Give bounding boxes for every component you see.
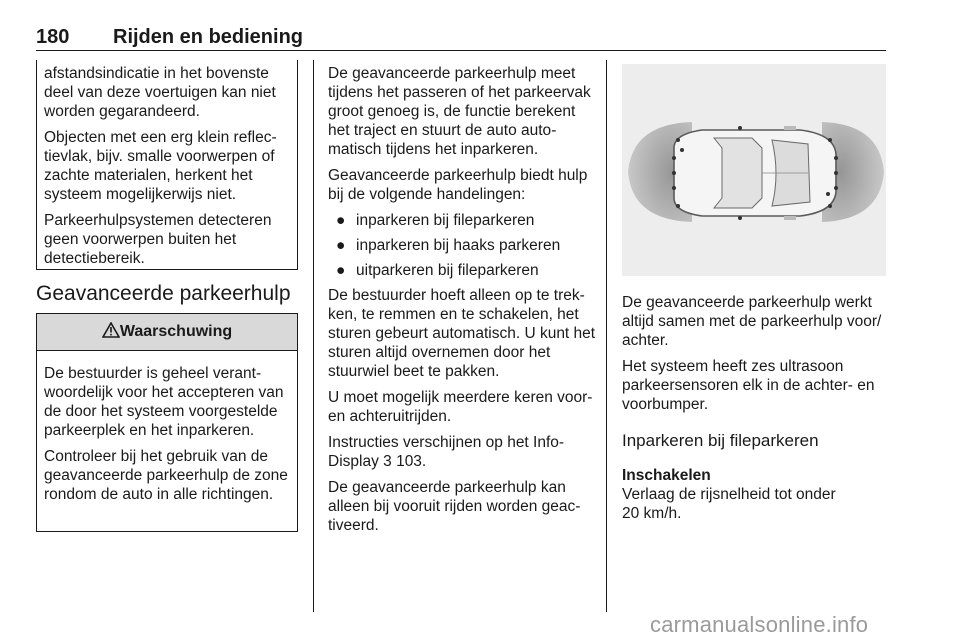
list-item: ● uitparkeren bij fileparkeren [336,262,539,279]
paragraph: Instructies verschijnen op het Info-Display 3 103. [328,434,565,470]
bullet-icon: ● [336,212,346,229]
paragraph: Objecten met een erg klein reflectievlak, bijv. smalle voorwerpen of zachte materialen, herkent het systeem mogelijkerwijs niet. [44,129,277,203]
bullet-icon: ● [336,262,346,279]
sub-heading: Inschakelen [622,467,711,484]
warning-header [37,314,297,351]
paragraph: De geavanceerde parkeerhulp kan alleen bij vooruit rijden worden geactiveerd. [328,479,581,534]
list-item: ● inparkeren bij fileparkeren [336,212,535,229]
column-divider [606,60,607,612]
paragraph: De geavanceerde parkeerhulp werkt altijd samen met de parkeerhulp voor/ achter. [622,294,882,349]
header-rule [36,50,886,51]
warning-title: Waarschuwing [119,323,233,340]
paragraph: Parkeerhulpsystemen detecteren geen voorwerpen buiten het detectiebereik. [44,212,272,267]
page-reference-link[interactable]: 3 103. [383,453,427,470]
paragraph: Het systeem heeft zes ultrasoon parkeersensoren elk in de achter- en voorbumper. [622,358,875,413]
subsection-title: Inparkeren bij fileparkeren [622,431,819,450]
warning-paragraph: Controleer bij het gebruik van de geavanceerde parkeerhulp de zone rondom de auto in alle richtingen. [44,448,288,503]
paragraph: Verlaag de rijsnelheid tot onder 20 km/h. [622,486,836,522]
column-2 [328,64,598,542]
continued-text-box [36,60,298,270]
warning-paragraph: De bestuurder is geheel verantwoordelijk voor het accepteren van de door het systeem voorgestelde parkeerplek en het inparkeren. [44,365,284,439]
page-header [36,26,886,50]
bullet-icon: ● [336,237,346,254]
paragraph: Geavanceerde parkeerhulp biedt hulp bij de volgende handelingen: [328,167,588,203]
column-divider [313,60,314,612]
paragraph: De bestuurder hoeft alleen op te trekken, te remmen en te schakelen, het sturen gebeurt automatisch. U kunt het sturen altijd overnemen door het stuurwiel beet te pakken. [328,287,596,380]
watermark: carmanualsonline.info [650,612,869,637]
warning-triangle-icon [102,322,120,338]
list-item: ● inparkeren bij haaks parkeren [336,237,561,254]
warning-box [36,313,298,532]
paragraph: U moet mogelijk meerdere keren voor- en achteruitrijden. [328,389,593,425]
chapter-title: Rijden en bediening [113,26,304,48]
car-parking-sensor-illustration [622,64,886,276]
feature-list [328,211,598,280]
paragraph: De geavanceerde parkeerhulp meet tijdens het passeren of het parkeervak groot genoeg is, de functie berekent het traject en stuurt de auto automatisch tijdens het inparkeren. [328,65,591,158]
column-3 [622,293,890,530]
section-title: Geavanceerde parkeerhulp [36,282,291,305]
paragraph: afstandsindicatie in het bovenste deel van deze voertuigen kan niet worden gegarandeerd. [44,65,276,120]
page-number: 180 [36,26,70,48]
